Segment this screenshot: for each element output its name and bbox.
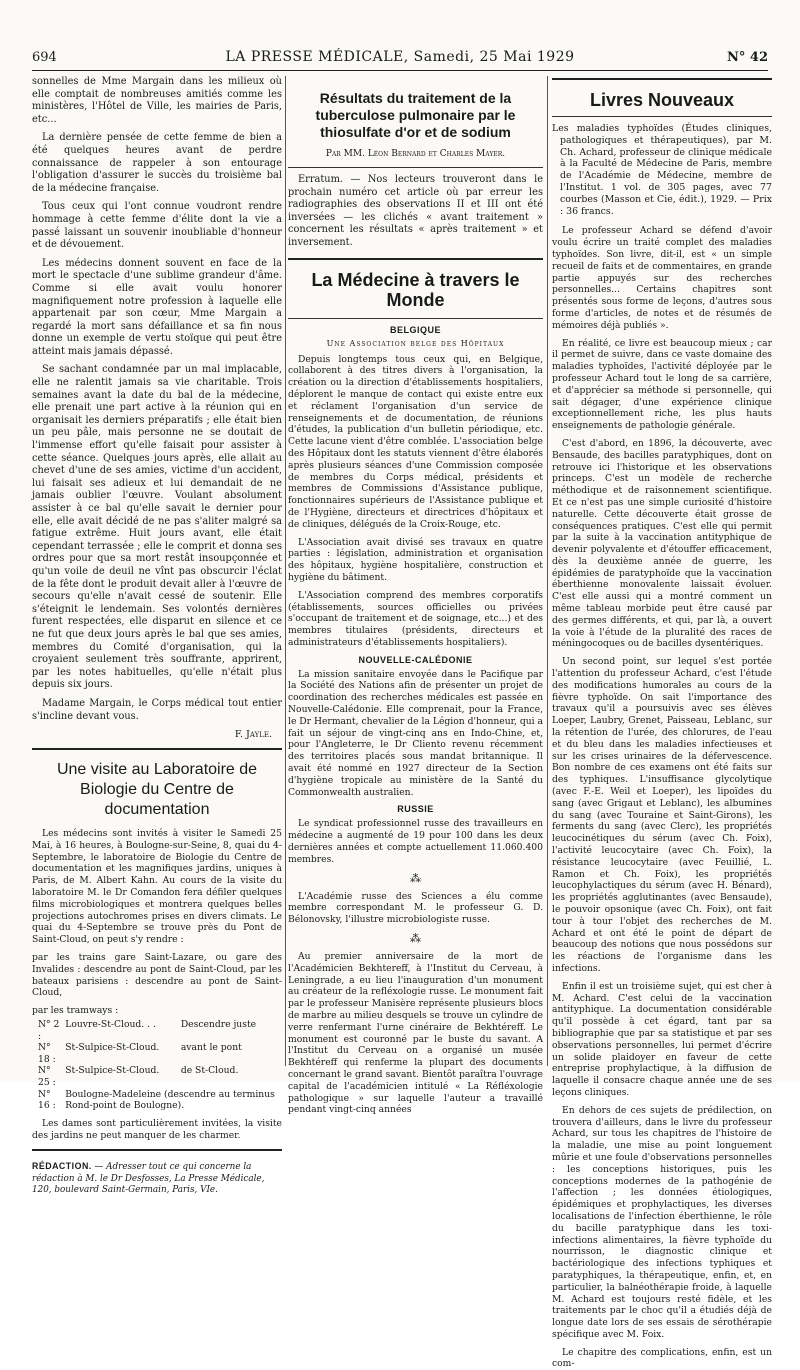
belgique-paragraph: L'Association comprend des membres corporatifs (établissements, sources officielles ou privées s'occupant de traitement et de soignage, etc...) et des membres titulaires (présidents, directeurs et administrateurs d'établissements hospitaliers). (288, 589, 543, 648)
obituary-paragraph: La dernière pensée de cette femme de bien a été quelques heures avant de perdre connaissance de rappeler à son entourage l'obligation d'assurer le succès du troisième bal de la médecine française. (32, 132, 282, 194)
section-rule (288, 167, 543, 168)
publication-title: LA PRESSE MÉDICALE, Samedi, 25 Mai 1929 (225, 49, 575, 65)
belgique-paragraph: Depuis longtemps tous ceux qui, en Belgique, collaborent à des titres divers à l'organisation, la création ou la direction d'établissements hospitaliers, déplorent le manque de contact qui existe entre eux et réclament l'organisation d'un service de renseignements et de documentation, de réunions d'études, la publication d'un bulletin périodique, etc. Cette lacune vient d'être comblée. L'association belge des Hôpitaux dont les statuts viennent d'être élaborés après plusieurs séances d'une Commission composée de membres du Corps médical, présidents et membres de Commissions d'Assistance publique, fonctionnaires supérieurs de l'Assistance publique et de l'Hygiène, directeurs et directrices d'hôpitaux et de cliniques, délégués de la Croix-Rouge, etc. (288, 353, 543, 530)
belgique-heading: BELGIQUE (389, 324, 441, 335)
column-left (32, 76, 282, 1196)
visit-paragraph: Les dames sont particulièrement invitées, la visite des jardins ne peut manquer de les charmer. (32, 1117, 282, 1141)
section-rule (32, 1149, 282, 1151)
tram-line: St-Sulpice-St-Cloud. (65, 1065, 160, 1077)
separator-asterism: ⁂ (410, 932, 421, 946)
books-section-title: Livres Nouveaux (589, 90, 735, 110)
review-paragraph: Le chapitre des complications, enfin, est un com- (552, 1346, 772, 1370)
tram-line: Boulogne-Madeleine (descendre au terminus Rond-point de Boulogne). (65, 1088, 275, 1112)
russie-paragraph: Le syndicat professionnel russe des travailleurs en médecine a augmenté de 19 pour 100 dans les deux dernières années et compte actuellement 11.060.400 membres. (288, 818, 543, 865)
tram-row (36, 1065, 282, 1088)
results-article-title: Résultats du traitement de la tuberculose pulmonaire par le thiosulfate d'or et de sodium (315, 90, 516, 140)
tram-lines-table (36, 1019, 282, 1112)
visit-paragraph: par les tramways : (32, 1005, 119, 1017)
tram-number: N° 25 : (38, 1065, 56, 1089)
review-paragraph: C'est d'abord, en 1896, la découverte, avec Bensaude, des bacilles paratyphiques, dont on retrouve ici l'historique et les observations princeps. C'est un modèle de recherche méthodique et de raisonnement scientifique. Et ce n'est pas une simple curiosité d'histoire naturelle. Cette découverte était grosse de conséquences pratiques. C'est elle qui permit par la suite à la vaccination antityphique de devenir polyvalente et d'étouffer efficacement, dès la deuxième année de guerre, les épidémies de paratyphoïde que la vaccination éberthienne monovalente laissait évoluer. C'est elle aussi qui a montré comment un même tableau morbide peut être causé par des germes différents, et qui, par là, a ouvert la voie à l'étude de la pluralité des races de méningocoques ou de bacilles dysentériques. (552, 437, 772, 650)
tram-row (36, 1019, 282, 1042)
issue-number: N° 42 (727, 50, 768, 65)
belgique-subheading: Une Association belge des Hôpitaux (326, 338, 505, 348)
column-divider (285, 76, 286, 1066)
nouvelle-caledonie-paragraph: La mission sanitaire envoyée dans le Pacifique par la Société des Nations afin de présenter un projet de coordination des recherches médicales est passée en Nouvelle-Calédonie. Elle comprenait, pour la France, le Dr Hermant, chevalier de la Légion d'honneur, qui a fait un séjour de vingt-cinq ans en Indo-Chine, et, pour l'Angleterre, le Dr Cliento revenu récemment des territoires placés sous mandat britannique. Il avait été nommé en 1927 directeur de la Section d'hygiène tropicale au ministère de la Santé du Commonwealth australien. (288, 668, 543, 798)
tram-line: Louvre-St-Cloud. . . (65, 1019, 156, 1031)
world-section-title: La Médecine à travers le Monde (311, 269, 520, 310)
obituary-paragraph: Tous ceux qui l'ont connue voudront rendre hommage à cette femme d'élite dont la vie a passé laissant un souvenir inoubliable d'honneur et de dévouement. (32, 201, 282, 251)
results-authors: Par MM. Léon Bernard et Charles Mayer. (325, 149, 506, 159)
belgique-paragraph: L'Association avait divisé ses travaux en quatre parties : législation, administration et organisation des hôpitaux, hygiène hospitalière, construction et hygiène du bâtiment. (288, 536, 543, 583)
visit-paragraph: par les trains gare Saint-Lazare, ou gare des Invalides : descendre au pont de Saint-Cloud, par les bateaux parisiens : descendre au pont de Saint-Cloud, (32, 952, 282, 999)
section-rule (288, 258, 543, 260)
erratum-paragraph: Erratum. — Nos lecteurs trouveront dans le prochain numéro cet article où par erreur les radiographies des observations II et III ont été inversées — les clichés « avant traitement » concernent les résultats « après traitement » et inversement. (288, 174, 543, 248)
visit-paragraph: Les médecins sont invités à visiter le Samedi 25 Mai, à 16 heures, à Boulogne-sur-Seine, 8, quai du 4-Septembre, le laboratoire de Biologie du Centre de documentation et les magnifiques jardins, uniques à Paris, de M. Albert Kahn. Au cours de la visite du laboratoire M. le Dr Comandon fera défiler quelques films microbiologiques et montrera quelques belles projections autochromes prises en divers climats. Le quai du 4-Septembre se trouve près du Pont de Saint-Cloud, on peut s'y rendre : (32, 828, 282, 946)
section-rule (552, 116, 772, 117)
column-divider (547, 76, 548, 1066)
review-paragraph: En réalité, ce livre est beaucoup mieux ; car il permet de suivre, dans ce vaste domaine des maladies typhoïdes, l'activité déployée par le professeur Achard tout le long de sa carrière, et d'apprécier sa méthode si personnelle, qui sait dégager, d'une expérience clinique exceptionnellement riche, les plus hauts enseignements de pathologie générale. (552, 337, 772, 432)
redaction-label: RÉDACTION. (32, 1161, 92, 1172)
visit-article-title: Une visite au Laboratoire de Biologie du Centre de documentation (56, 761, 258, 819)
russie-heading: RUSSIE (397, 804, 434, 815)
obituary-paragraph: Les médecins donnent souvent en face de la mort le spectacle d'une sublime grandeur d'âme. Comme si elle avait voulu honorer magnifiquement notre profession à laquelle elle appartenait par son cœur, Mme Margain a regardé la mort sans défaillance et sa fin nous donne un exemple de vertu stoïque qui peut être atteint mais jamais dépassé. (32, 257, 282, 357)
review-paragraph: Un second point, sur lequel s'est portée l'attention du professeur Achard, c'est l'étude des modifications humorales au cours de la fièvre typhoïde. On sait l'importance des travaux qu'il a poursuivis avec ses élèves Loeper, Laubry, Grenet, Paisseau, Leblanc, sur la rétention de l'urée, des chlorures, de l'eau et du bleu dans les maladies infectieuses et sur les crises urinaires de la défervescence. Bon nombre de ces examens ont été faits sur des typhiques. L'insuffisance glycolytique (avec F.-E. Weil et Loeper), les lipoïdes du sang (avec Grigaut et Leblanc), les albumines du sang (avec Touraine et Saint-Girons), les ferments du sang (avec Clerc), les propriétés leucocinétiques du sérum (avec Ch. Foix), l'activité leucocytaire (avec Ch. Foix), la résistance leucocytaire (avec Feuillié, L. Ramon et Ch. Foix), les propriétés leucophylactiques du sérum (avec H. Bénard), les propriétés agglutinantes (avec Bensaude), le pouvoir opsonique (avec Ch. Foix), ont fait tour à tour l'objet des recherches de M. Achard et ont été le point de départ de beaucoup des notions que nous possédons sur les réactions de l'organisme dans les infections. (552, 656, 772, 974)
section-rule (32, 748, 282, 750)
russie-paragraph: Au premier anniversaire de la mort de l'Académicien Bekhtereff, à l'Institut du Cerveau, à Leningrade, a eu lieu l'inauguration d'un monument au créateur de la refléxologie russe. Le monument fait par le professeur Manisère représente plusieurs blocs de marbre au milieu desquels se trouve un cylindre de verre renfermant l'urne cinéraire de Bekhtéreff. Le monument est couronné par le buste du savant. A l'Institut du Cerveau on a organisé un musée Bekhtéreff qui renferme la plupart des documents concernant le grand savant. Bientôt paraîtra l'ouvrage capital de l'académicien intitulé « La Réfléxologie pathologique » sur laquelle l'auteur a travaillé pendant vingt-cinq années (288, 951, 543, 1116)
tram-stop: de St-Cloud. (180, 1065, 239, 1077)
page-header (32, 50, 768, 71)
tram-number: N° 2 : (38, 1019, 60, 1042)
tram-stop: avant le pont (180, 1042, 242, 1054)
tram-number: N° 16 : (38, 1088, 56, 1112)
book-reference: Les maladies typhoïdes (Études cliniques, pathologiques et thérapeutiques), par M. Ch. Achard, professeur de clinique médicale à la Faculté de Médecine de Paris, membre de l'Académie de Médecine, membre de l'Institut. 1 vol. de 305 pages, avec 77 courbes (Masson et Cie, édit.), 1929. — Prix : 36 francs. (552, 123, 772, 217)
obituary-signature: F. Jayle. (234, 729, 272, 741)
section-rule (288, 318, 543, 319)
russie-paragraph: L'Académie russe des Sciences a élu comme membre correspondant M. le professeur G. D. Bélonovsky, l'illustre microbiologiste russe. (288, 890, 543, 926)
review-paragraph: En dehors de ces sujets de prédilection, on trouvera d'ailleurs, dans le livre du professeur Achard, sur tous les chapitres de l'histoire de la maladie, une mise au point longuement mûrie et une foule d'observations personnelles : les conceptions historiques, puis les conceptions modernes de la pathogénie de l'affection ; les données étiologiques, épidémiques et prophylactiques, les diverses localisations de l'infection éberthienne, le rôle du bacille paratyphique dans les toxi-infections alimentaires, la fièvre typhoïde du nourrisson, le diagnostic clinique et bactériologique des infections typhiques et paratyphiques, la thérapeutique, enfin, et, en particulier, la balnéothérapie froide, à laquelle M. Achard est toujours resté fidèle, et les traitements par le choc qu'il a étudiés déjà de longue date lors de ses essais de sérothérapie spécifique avec M. Foix. (552, 1104, 772, 1340)
review-paragraph: Enfin il est un troisième sujet, qui est cher à M. Achard. C'est celui de la vaccination antityphique. La documentation considérable qu'il possède à cet égard, tant par sa bibliographie que par sa statistique et par ses observations personnelles, lui permet d'écrire un solide plaidoyer en faveur de cette entreprise prophylactique, à la diffusion de laquelle il consacre chaque année une de ses leçons cliniques. (552, 980, 772, 1098)
column-middle (288, 76, 543, 1116)
column-right (552, 76, 772, 1370)
obituary-paragraph: sonnelles de Mme Margain dans les milieux où elle comptait de nombreuses amitiés comme les ministères, l'Hôtel de Ville, les mairies de Paris, etc... (32, 76, 282, 125)
nouvelle-caledonie-heading: NOUVELLE-CALÉDONIE (358, 654, 473, 665)
tram-row (36, 1089, 282, 1112)
tram-stop: Descendre juste (180, 1019, 257, 1031)
obituary-paragraph: Madame Margain, le Corps médical tout entier s'incline devant vous. (32, 697, 282, 722)
section-rule (552, 78, 772, 80)
obituary-paragraph: Se sachant condamnée par un mal implacable, elle ne ralentit jamais sa vie charitable. Trois semaines avant la date du bal de la médecine, elle prenait une part active à la réunion qui en organisait les derniers préparatifs ; elle était bien un peu pâle, mais personne ne se doutait de l'immense effort qu'elle faisait pour assister à cette séance. Quelques jours après, elle allait au chevet d'une de ses amies, victime d'un accident, lui faisait ses adieux et lui demandait de ne jamais oublier l'œuvre. Voulant absolument assister à ce bal qu'elle savait le dernier pour elle, elle avait décidé de ne pas s'aliter malgré sa fatigue extrême. Huit jours avant, elle était cependant terrassée ; elle le comprit et donna ses ordres pour que sa mort restât insoupçonnée et qu'un voile de deuil ne vînt pas obscurcir l'éclat de la fête dont le produit devait aller à l'œuvre de secours qu'elle n'avait cessé de soutenir. Elle s'éteignit le lendemain. Ses volontés dernières furent respectées, elle disparut en silence et ce ne fut que deux jours après le bal que ses amies, membres du Comité d'organisation, qui la croyaient seulement très souffrante, apprirent, par les notes habituelles, qu'elle n'était plus depuis six jours. (32, 364, 282, 691)
page-number: 694 (32, 50, 57, 65)
redaction-text: — Adresser tout ce qui concerne la rédaction à M. le Dr Desfosses, La Presse Médicale, 120, boulevard Saint-Germain, Paris, VIe. (32, 1162, 265, 1196)
separator-asterism: ⁂ (410, 871, 421, 885)
tram-number: N° 18 : (38, 1042, 56, 1065)
review-paragraph: Le professeur Achard se défend d'avoir voulu écrire un traité complet des maladies typhoïdes. Son livre, dit-il, est « un simple recueil de faits et de commentaires, en grande partie appuyés sur des recherches personnelles... Certains chapitres sont présentés sous forme de leçons, d'autres sous forme d'articles, de notes et de résumés de mémoires déjà publiés ». (552, 225, 772, 331)
tram-line: St-Sulpice-St-Cloud. (65, 1042, 160, 1054)
tram-row (36, 1042, 282, 1065)
redaction-notice (32, 1161, 282, 1196)
